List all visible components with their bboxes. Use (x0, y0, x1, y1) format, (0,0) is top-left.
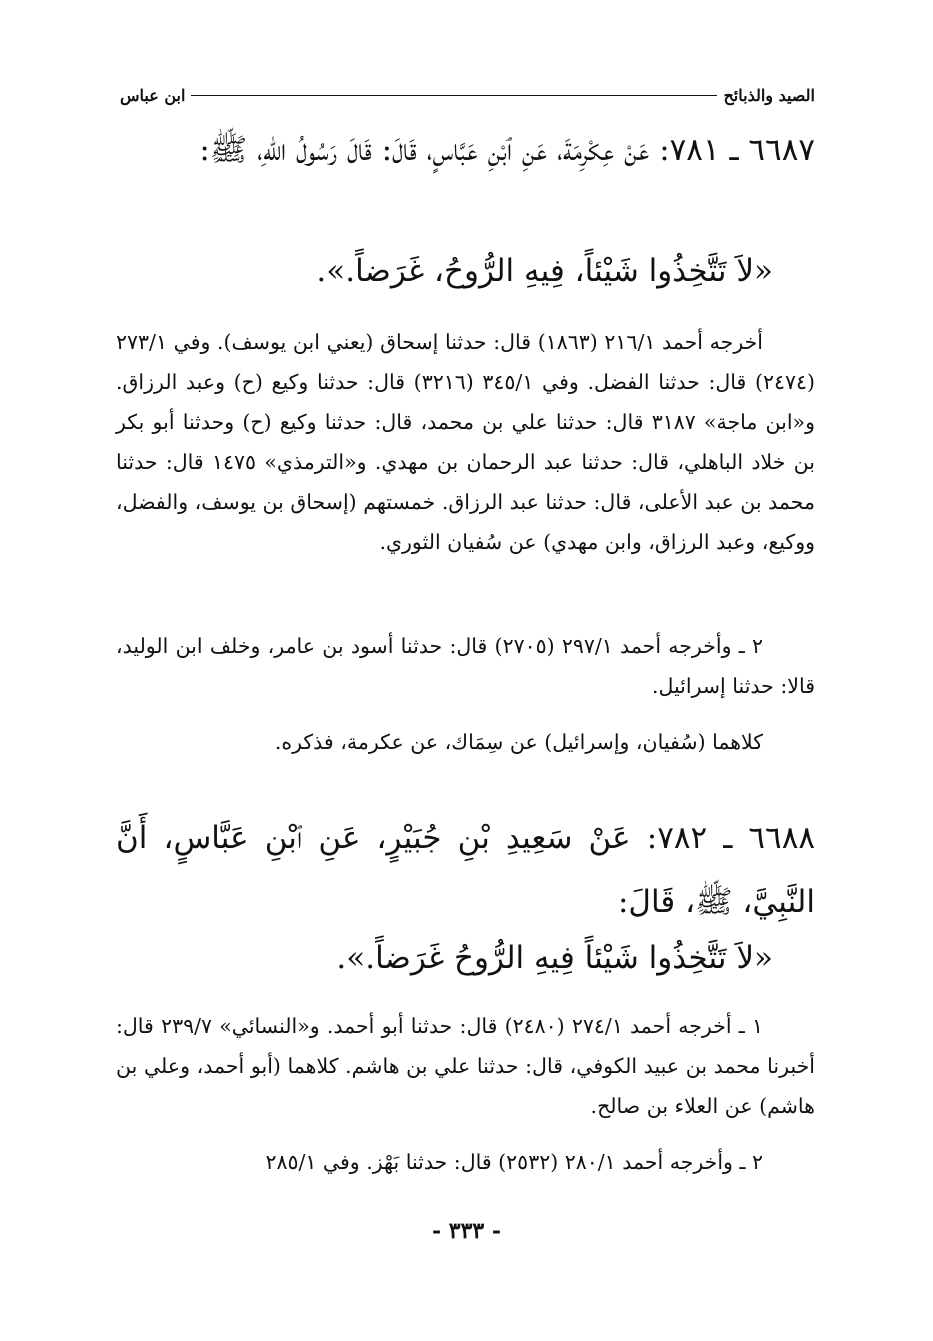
takhrij-782-paragraph-2: ٢ ـ وأخرجه أحمد ٢٨٠/١ (٢٥٣٢) قال: حدثنا بَهْز. وفي ٢٨٥/١ (265, 1150, 763, 1174)
takhrij-781-paragraph-1: أخرجه أحمد ٢١٦/١ (١٨٦٣) قال: حدثنا إسحاق (يعني ابن يوسف). وفي ٢٧٣/١ (٢٤٧٤) قال: حدثنا الفضل. وفي ٣٤٥/١ (٣٢١٦) قال: حدثنا وكيع (ح) وعبد الرزاق. و«ابن ماجة» ٣١٨٧ قال: حدثنا علي بن محمد، قال: حدثنا وكيع (ح) وحدثنا أبو بكر بن خلاد الباهلي، قال: حدثنا عبد الرحمان بن مهدي. و«الترمذي» ١٤٧٥ قال: حدثنا محمد بن عبد الأعلى، قال: حدثنا عبد الرزاق. خمستهم (إسحاق بن يوسف، والفضل، ووكيع، وعبد الرزاق، وابن مهدي) عن سُفيان الثوري. (116, 330, 815, 554)
hadith-782-matn: «لاَ تَتَّخِذُوا شَيْئاً فِيهِ الرُّوحُ غَرَضاً.». (336, 940, 773, 976)
header-chapter-title: الصيد والذبائح (723, 85, 815, 105)
header-rule (191, 95, 717, 96)
takhrij-781-paragraph-3: كلاهما (سُفيان، وإسرائيل) عن سِمَاك، عن عكرمة، فذكره. (274, 730, 763, 754)
takhrij-781-paragraph-2: ٢ ـ وأخرجه أحمد ٢٩٧/١ (٢٧٠٥) قال: حدثنا أسود بن عامر، وخلف ابن الوليد، قالا: حدثنا إسرائيل. (116, 634, 815, 698)
takhrij-782-paragraph-1: ١ ـ أخرجه أحمد ٢٧٤/١ (٢٤٨٠) قال: حدثنا أبو أحمد. و«النسائي» ٢٣٩/٧ قال: أخبرنا محمد بن عبيد الكوفي، قال: حدثنا علي بن هاشم. كلاهما (أبو أحمد، وعلي بن هاشم) عن العلاء بن صالح. (116, 1014, 815, 1118)
page-number: - ٣٣٣ - (431, 1218, 502, 1244)
hadith-781-matn: «لاَ تَتَّخِذُوا شَيْئاً، فِيهِ الرُّوحُ، غَرَضاً.». (316, 253, 773, 289)
header-section-title: ابن عباس (120, 85, 186, 105)
hadith-781-isnad: ٦٦٨٧ ـ ٧٨١: عَنْ عِكْرِمَةَ، عَنِ ٱبْنِ عَبَّاسٍ، قَالَ: قَالَ رَسُولُ اللّهِ، ﷺ: (199, 132, 815, 168)
hadith-782-isnad: ٦٦٨٨ ـ ٧٨٢: عَنْ سَعِيدِ بْنِ جُبَيْرٍ، عَنِ ٱبْنِ عَبَّاسٍ، أَنَّ النَّبِيَّ، ﷺ، قَالَ: (116, 820, 816, 920)
running-header (120, 84, 815, 106)
